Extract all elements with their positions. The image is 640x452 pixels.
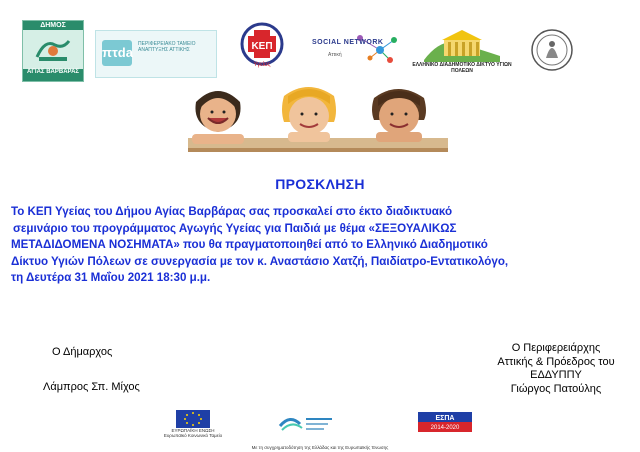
espa-icon xyxy=(418,412,472,432)
swirl-icon xyxy=(276,412,336,434)
healthy-cities-logo xyxy=(412,26,512,76)
espa-years: 2014-2020 xyxy=(430,425,460,431)
kep-label: ΚΕΠ xyxy=(251,41,273,52)
healthy-cities-caption: ΕΛΛΗΝΙΚΟ ΔΙΑΔΗΜΟΤΙΚΟ ΔΙΚΤΥΟ ΥΓΙΩΝ ΠΟΛΕΩΝ xyxy=(412,62,512,74)
kep-sub-label: Υγείας xyxy=(253,62,271,68)
paragraph-line-1: Το ΚΕΠ Υγείας του Δήμου Αγίας Βαρβάρας σας προσκαλεί στο έκτο διαδικτυακό xyxy=(11,205,453,218)
ptda-mark: πτda xyxy=(102,40,132,66)
governor-role-line-1: Ο Περιφερειάρχης xyxy=(511,342,601,354)
network-nodes-icon xyxy=(310,30,402,70)
municipality-logo-bottom: ΑΓΙΑΣ ΒΑΡΒΑΡΑΣ xyxy=(23,69,83,81)
governor-role-line-2: Αττικής & Πρόεδρος του xyxy=(497,355,615,368)
espa-logo xyxy=(418,412,472,432)
social-network-title: SOCIAL NETWORK xyxy=(312,39,384,46)
ptda-text: ΠΕΡΙΦΕΡΕΙΑΚΟ ΤΑΜΕΙΟ ΑΝΑΠΤΥΞΗΣ ΑΤΤΙΚΗΣ xyxy=(138,41,196,53)
region-seal-logo xyxy=(530,28,574,72)
municipality-logo-top: ΔΗΜΟΣ xyxy=(23,21,83,30)
governor-signature xyxy=(486,342,626,396)
invitation-heading: ΠΡΟΣΚΛΗΣΗ xyxy=(275,176,365,192)
eu-flag-icon xyxy=(170,410,216,428)
kep-health-logo xyxy=(232,22,292,68)
kep-cross-icon xyxy=(232,22,292,68)
eu-caption: ΕΥΡΩΠΑΪΚΗ ΕΝΩΣΗ Ευρωπαϊκό Κοινωνικό Ταμείο xyxy=(163,428,223,438)
social-network-sub: Αττική xyxy=(328,52,342,58)
governor-name: Γιώργος Πατούλης xyxy=(510,382,602,395)
governor-role-line-3: ΕΔΔΥΠΠΥ xyxy=(530,369,582,381)
paragraph-line-4: Δίκτυο Υγιών Πόλεων σε συνεργασία με τον κ. Αναστάσιο Χατζή, Παιδίατρο-Εντατικολόγο, xyxy=(11,254,509,268)
espa-label: ΕΣΠΑ xyxy=(435,415,455,422)
paragraph-line-2: σεμινάριο του προγράμματος Αγωγής Υγείας για Παιδιά με θέμα «ΣΕΞΟΥΑΛΙΚΩΣ xyxy=(13,221,457,235)
invitation-paragraph xyxy=(11,204,629,287)
seal-icon xyxy=(530,28,574,72)
municipality-logo xyxy=(22,20,84,82)
region-attica-logo xyxy=(276,412,336,434)
mayor-name: Λάμπρος Σπ. Μίχος xyxy=(43,381,140,393)
paragraph-line-5: τη Δευτέρα 31 Μαΐου 2021 18:30 μ.μ. xyxy=(11,271,211,285)
ptda-logo xyxy=(95,30,217,78)
children-illustration xyxy=(188,82,448,160)
social-network-logo xyxy=(310,30,402,70)
paragraph-line-3: ΜΕΤΑΔΙΔΟΜΕΝΑ ΝΟΣΗΜΑΤΑ» που θα πραγματοποιηθεί από το Ελληνικό Διαδημοτικό xyxy=(11,238,488,252)
temple-icon xyxy=(422,26,502,62)
eu-logo xyxy=(163,410,223,438)
mayor-role: Ο Δήμαρχος xyxy=(52,346,113,358)
municipality-emblem-icon xyxy=(33,35,73,63)
cofunding-note: Με τη συγχρηματοδότηση της Ελλάδας και της Ευρωπαϊκής Ένωσης xyxy=(251,445,389,450)
